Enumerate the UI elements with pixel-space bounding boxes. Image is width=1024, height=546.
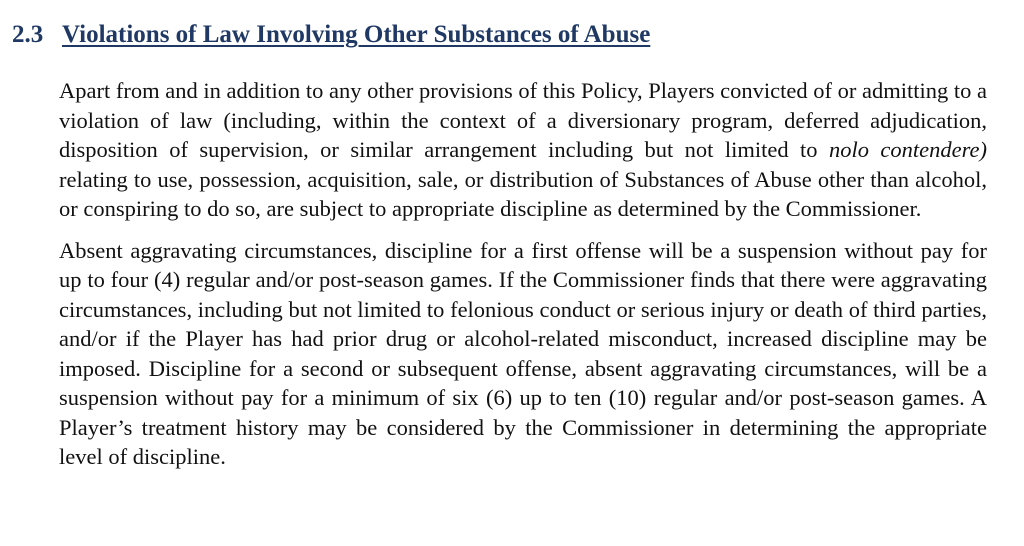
paragraph-2: Absent aggravating circumstances, discipline for a first offense will be a suspension without pay for up to four (4) regular and/or post-season games. If the Commissioner finds that there were aggravating circumstances, including but not limited to felonious conduct or serious injury or death of third parties, and/or if the Player has had prior drug or alcohol-related misconduct, increased discipline may be imposed. Discipline for a second or subsequent offense, absent aggravating circumstances, will be a suspension without pay for a minimum of six (6) up to ten (10) regular and/or post-season games. A Player’s treatment history may be considered by the Commissioner in determining the appropriate level of discipline.: [59, 237, 987, 469]
paragraph-1-italic-term: nolo contendere): [828, 137, 987, 162]
section-number: 2.3: [12, 21, 44, 48]
paragraph-1: [59, 76, 987, 224]
paragraph-1-text-start: Apart from and in addition to any other provisions of this Policy, Players convicted of or admitting to a violation of law (including, within the context of a diversionary program, deferred adjudication, disposition of supervision, or similar arrangement including but not limited to: [59, 78, 987, 162]
document-body: [59, 76, 987, 484]
paragraph-1-text-end: relating to use, possession, acquisition, sale, or distribution of Substances of Abuse other than alcohol, or conspiring to do so, are subject to appropriate discipline as determined by the Commissioner.: [59, 166, 987, 221]
section-title: Violations of Law Involving Other Substances of Abuse: [62, 21, 651, 48]
section-heading: [12, 18, 650, 52]
